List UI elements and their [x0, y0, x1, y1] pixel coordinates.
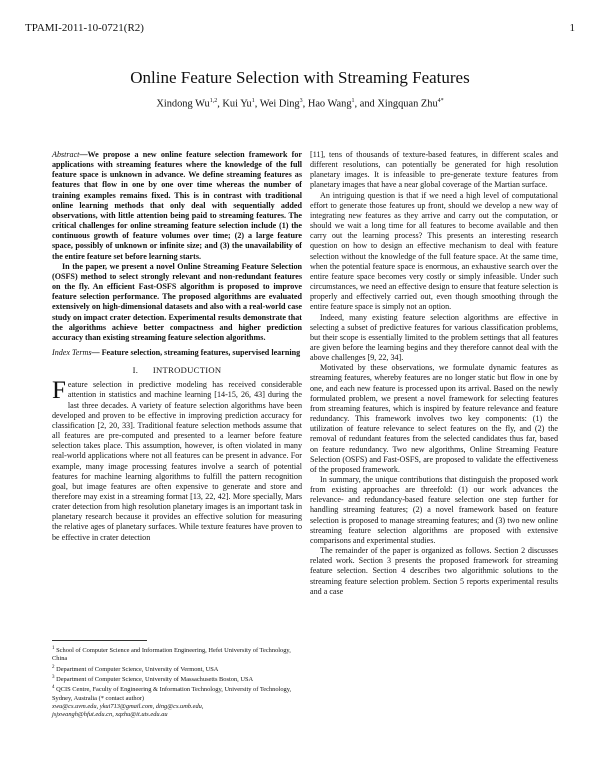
abstract-label: Abstract	[52, 150, 80, 159]
manuscript-id: TPAMI-2011-10-0721(R2)	[25, 22, 144, 34]
footnote-text: Department of Computer Science, University of Massachusetts Boston, USA	[56, 675, 254, 683]
footnote-mark: 2	[52, 664, 55, 670]
drop-cap: F	[52, 377, 66, 405]
body-paragraph: Motivated by these observations, we formulate dynamic features as streaming features, whereby features are no longer static but flow in one by one, and each new feature is processed upon its arrival. Based on the newly formulated problem, we present a novel framework for selecting features from streaming features, which is inspired by feature relevance and feature redundancy. This framework involves two key components: (1) the utilization of feature relevance to select features on the fly, and (2) the removal of redundant features from the selected candidates thus far, based on feature redundancy. Two new algorithms, Online Streaming Feature Selection (OSFS) and Fast-OSFS, are proposed to validate the effectiveness of the proposed framework.	[310, 363, 558, 474]
email-line[interactable]: xwu@cs.uvm.edu, ykui713@gmail.com, ding@cs.umb.edu,	[52, 702, 204, 710]
footnote	[52, 674, 302, 684]
body-paragraph: Indeed, many existing feature selection algorithms are effective in selecting a subset of predictive features for various classification problems, but their scope is essentially limited to the problem settings that all features are given before the learning begins and they therefore cannot deal with the above challenges [9, 22, 34].	[310, 312, 558, 363]
author-name: , Wei Ding	[254, 98, 300, 110]
author-name: , Hao Wang	[302, 98, 352, 110]
section-number: I.	[132, 365, 139, 376]
section-heading	[52, 365, 302, 375]
body-paragraph: An intriguing question is that if we need a high level of computational effort to generate those features up front, should we develop a new way of integrating new features as they arrive and carry out the computation, or should we wait a long time for all features to become available and then carry out the learning process? This presents an interesting research question on how to design an effective mechanism to deal with feature selection without the knowledge of the full feature space. At the same time, when the potential feature space is enormous, an exhaustive search over the entire feature space becomes very costly or simply infeasible. Under such circumstances, we need an effective design to ensure that feature selection is properly and effectively carried out, even though smoothing through the entire feature space is simply not an option.	[310, 190, 558, 312]
index-terms-label: Index Terms	[52, 347, 92, 357]
author-affiliation-mark: 1	[251, 98, 255, 104]
footnote-text: Department of Computer Science, University of Vermont, USA	[56, 665, 219, 673]
footnote	[52, 645, 302, 664]
footnote	[52, 684, 302, 703]
body-paragraph: In summary, the unique contributions that distinguish the proposed work from existing approaches are threefold: (1) our work advances the relevance- and redundancy-based feature selection one step further for handling streaming features; (2) a novel framework based on feature selection is proposed to manage streaming features; and (3) two new online streaming feature selection algorithms are proposed with extensive comparisons and experimental studies.	[310, 475, 558, 545]
author-name: , and Xingquan Zhu	[354, 98, 438, 110]
body-paragraph: [11], tens of thousands of texture-based features, in different scales and different resolutions, can potentially be generated for high resolution planetary images. It is infeasible to pre-generate texture features from planetary images that have a near global coverage of the Martian surface.	[310, 150, 558, 190]
right-column	[310, 150, 558, 597]
footnote-text: School of Computer Science and Information Engineering, Hefei University of Technology, China	[52, 647, 291, 663]
author-name: , Kui Yu	[217, 98, 252, 110]
intro-paragraph	[52, 377, 302, 543]
footnotes	[52, 645, 302, 719]
footnote-mark: 3	[52, 674, 55, 680]
index-terms	[52, 348, 302, 358]
author-affiliation-mark: 3	[299, 98, 303, 104]
index-terms-text: — Feature selection, streaming features, supervised learning	[91, 347, 301, 357]
author-emails	[52, 711, 302, 719]
footnote-mark: 1	[52, 646, 55, 651]
body-paragraph: The remainder of the paper is organized as follows. Section 2 discusses related work. Section 3 presents the proposed framework for streaming feature selection. Section 4 describes two algorithmic solutions to the streaming feature selection problem. Section 5 reports experimental results and a case	[310, 546, 558, 596]
section-title: INTRODUCTION	[152, 365, 222, 376]
running-header	[25, 22, 575, 34]
abstract-text: —We propose a new online feature selection framework for applications with streaming features where the knowledge of the full feature space is unknown in advance. We define streaming features as features that flow in one by one over time whereas the number of training examples remains fixed. This is in contrast with traditional online learning methods that only deal with sequentially added observations, with little attention being paid to streaming features. The critical challenges for online streaming feature selection include (1) the continuous growth of feature volumes over time; (2) a large feature space, possibly of unknown or infinite size; and (3) the unavailability of the entire feature set before learning starts.	[52, 150, 302, 261]
intro-text: eature selection in predictive modeling has received considerable attention in statistics and machine learning [14-15, 26, 43] during the last three decades. A variety of feature selection algorithms have been developed and proven to be effective in improving prediction accuracy for classification [2, 20, 33]. Traditional feature selection methods assume that all features are pre-computed and presented to a learner before feature selection takes place. This assumption, however, is often violated in many real-world applications where not all features can be present in advance. For example, many image processing features involve a search of potential features for machine learning algorithms to fulfill the pattern recognition goal, but image features are often expensive to generate and store and therefore may exist in a streaming format [13, 22, 42]. More specially, Mars crater detection from high resolution planetary images is an important task in planetary research because it provides an effective solution for measuring the relative ages of planetary surfaces. While texture features have proven to be effective in crater detection	[52, 380, 302, 542]
author-affiliation-mark: 1,2	[209, 98, 218, 104]
author-list	[0, 98, 600, 109]
abstract-paragraph	[52, 150, 302, 262]
author-affiliation-mark: 1	[351, 98, 355, 104]
abstract-paragraph-2: In the paper, we present a novel Online Streaming Feature Selection (OSFS) method to select strongly relevant and non-redundant features on the fly. An efficient Fast-OSFS algorithm is proposed to improve feature selection performance. The proposed algorithms are evaluated extensively on high-dimensional datasets and also with a real-world case study on impact crater detection. Experimental results demonstrate that the algorithms achieve better compactness and higher prediction accuracy than existing streaming feature selection algorithms.	[52, 261, 302, 342]
author-name: Xindong Wu	[156, 98, 210, 110]
paper-title: Online Feature Selection with Streaming Features	[130, 68, 470, 87]
author-affiliation-mark: 4*	[437, 98, 444, 104]
footnote	[52, 664, 302, 674]
footnote-text: QCIS Centre, Faculty of Engineering & Information Technology, University of Technology, Sydney, Australia (* contact author)	[52, 686, 292, 702]
left-column	[52, 150, 302, 543]
author-emails	[52, 703, 302, 711]
footnote-rule	[52, 640, 147, 641]
page-number: 1	[569, 22, 575, 34]
footnote-mark: 4	[52, 685, 55, 691]
email-line[interactable]: jsjxwangh@hfut.edu.cn, xqzhu@it.uts.edu.au	[52, 710, 168, 718]
